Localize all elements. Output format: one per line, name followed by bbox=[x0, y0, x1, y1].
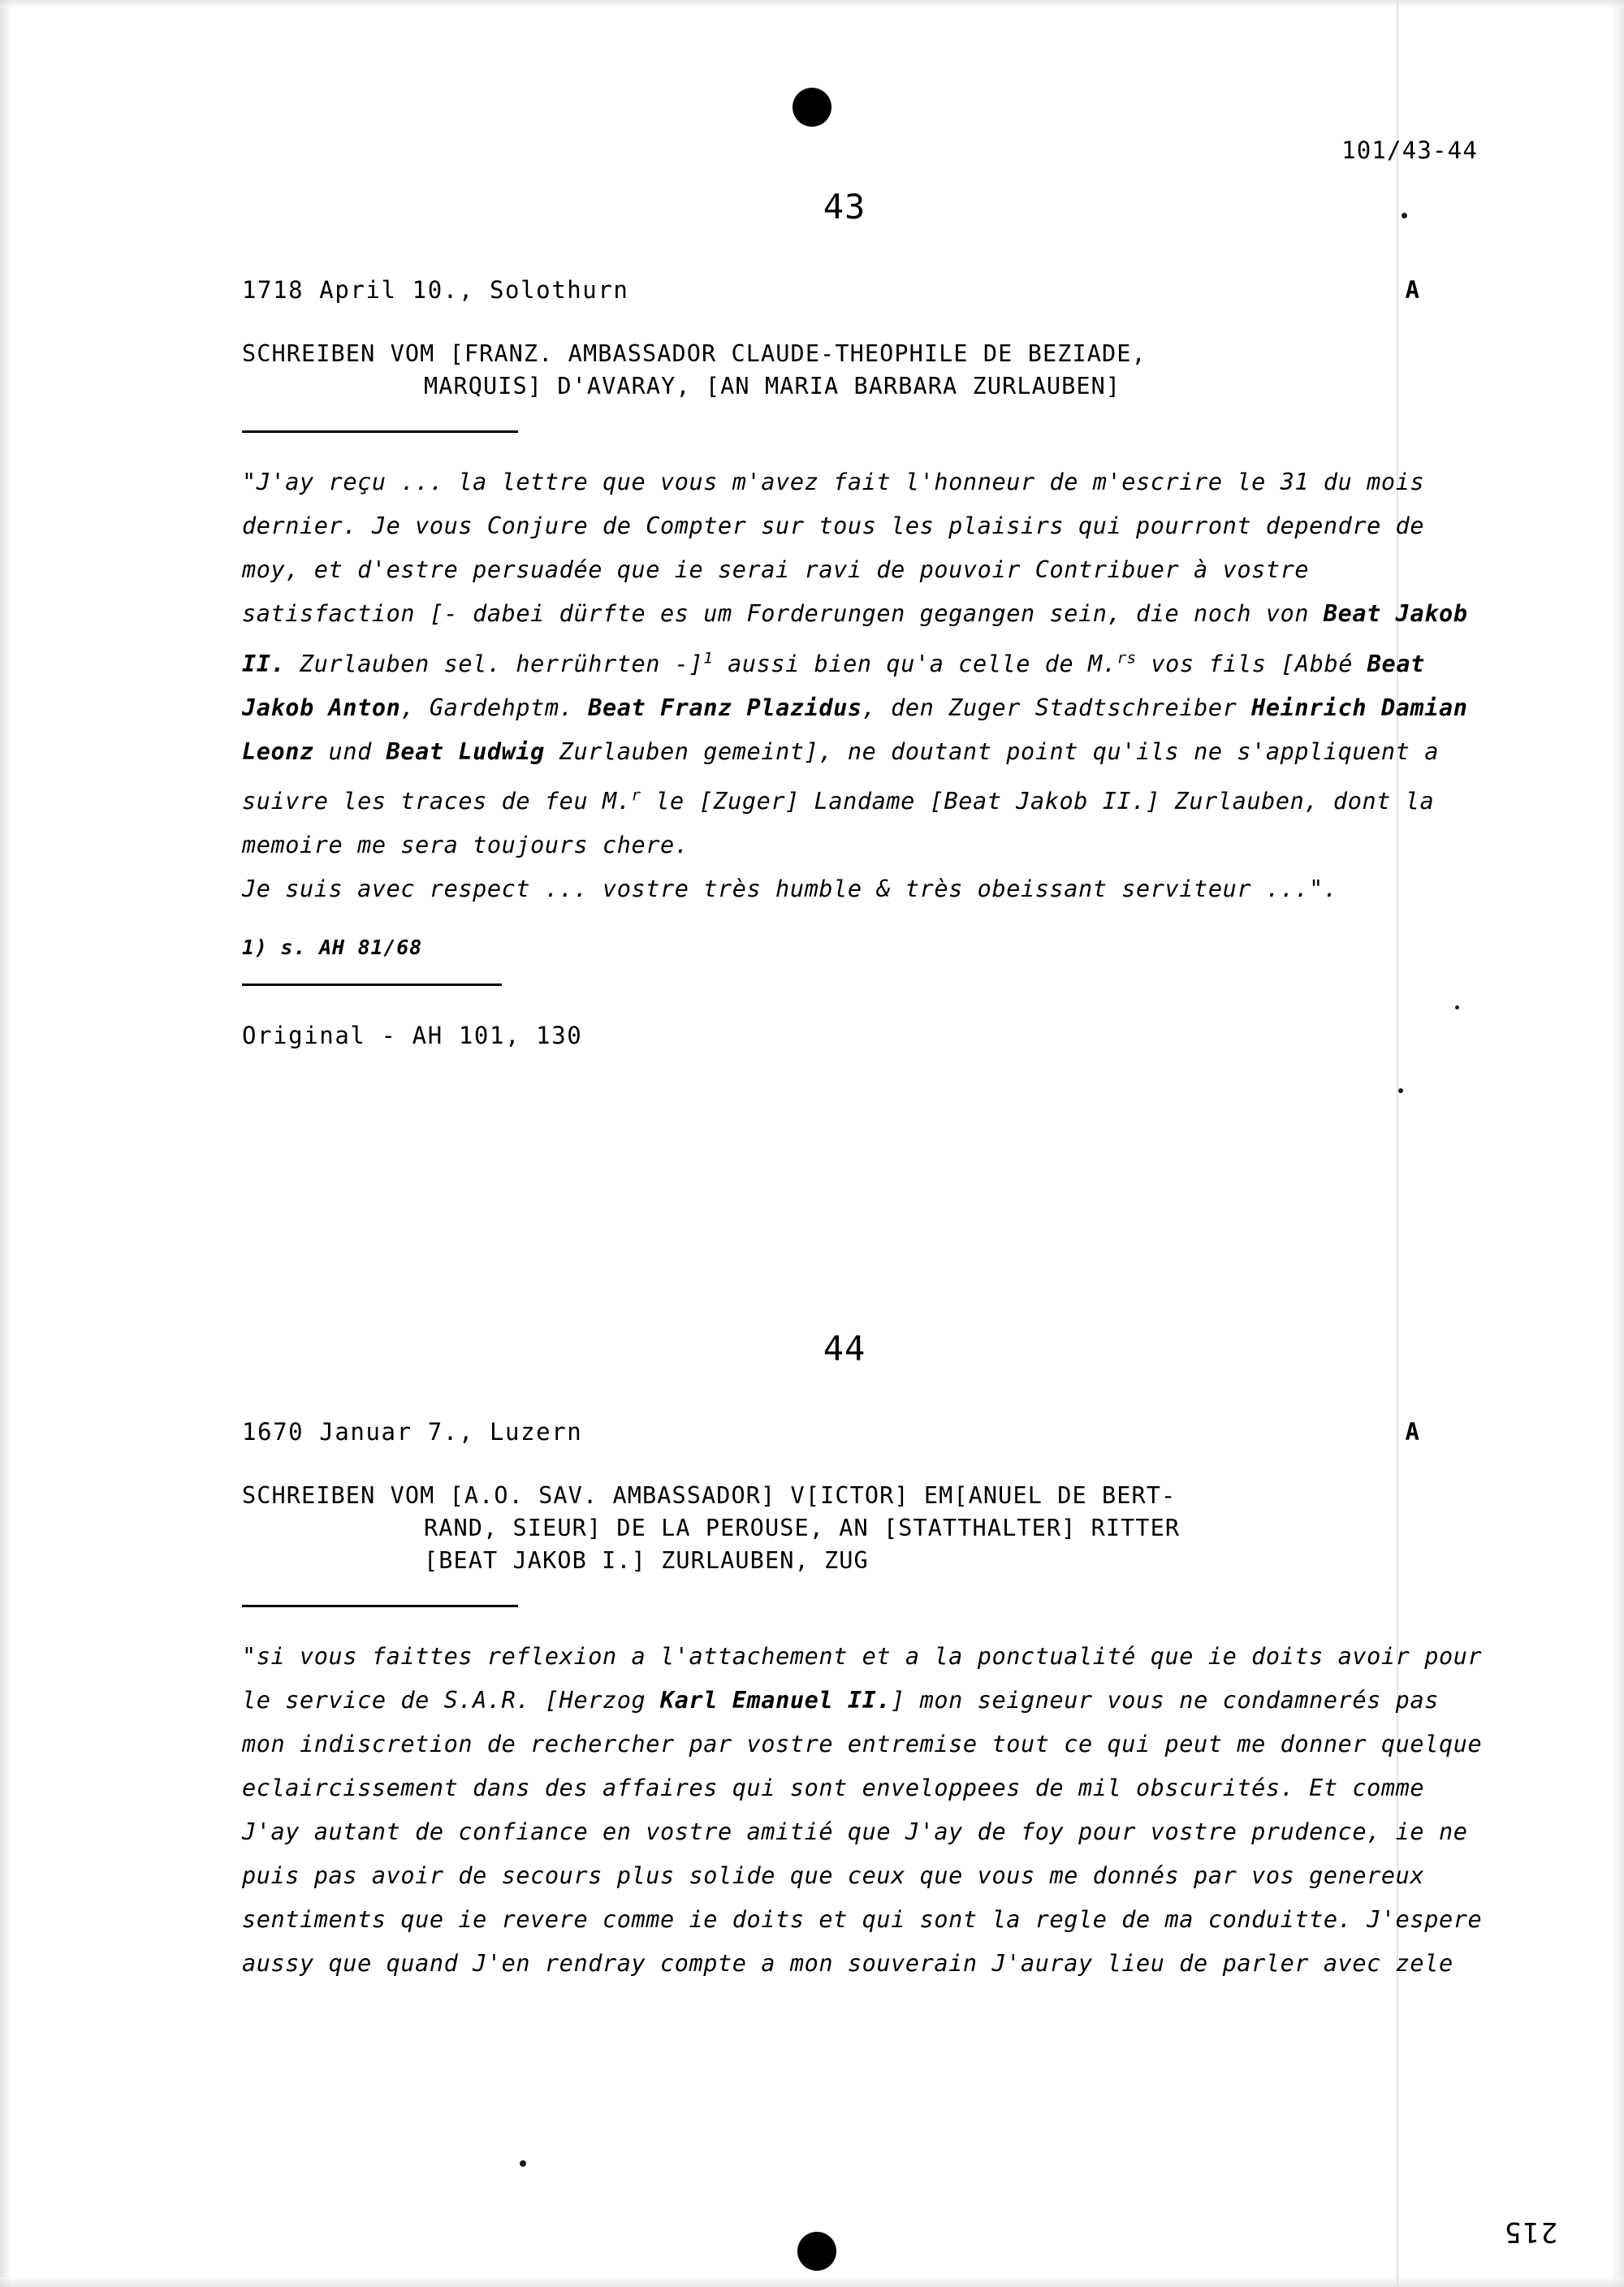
entry-44-body: "si vous faittes reflexion a l'attachement et a la ponctualité que ie doits avoir pour le service de S.A.R. [Herzog Karl Emanuel II.] mon seigneur vous ne condamnerés pas mon indiscretion de rechercher par vostre entremise tout ce qui peut me donner quelque eclaircissement dans des affaires qui sont enveloppees de mil obscurités. Et comme J'ay autant de confiance en vostre amitié que J'ay de foy pour vostre prudence, ie ne puis pas avoir de secours plus solide que ceux que vous me donnés par vos genereux sentiments que ie revere comme ie doits et qui sont la regle de ma conduitte. J'espere aussy que quand J'en rendray compte a mon souverain J'auray lieu de parler avec zele bbox=[242, 1643, 1483, 1977]
entry-44-title-line-3: [BEAT JAKOB I.] ZURLAUBEN, ZUG bbox=[424, 1547, 869, 1574]
entry-43-footnote: 1) s. AH 81/68 bbox=[242, 936, 422, 959]
entry-43-title-line-1: SCHREIBEN VOM [FRANZ. AMBASSADOR CLAUDE-THEOPHILE DE BEZIADE, bbox=[242, 340, 1147, 367]
entry-43 bbox=[242, 276, 1492, 1049]
entry-43-body: "J'ay reçu ... la lettre que vous m'avez fait l'honneur de m'escrire le 31 du mois dernier. Je vous Conjure de Compter sur tous les plaisirs qui pourront dependre de moy, et d'estre persuadée que ie serai ravi de pouvoir Contribuer à vostre satisfaction [- dabei dürfte es um Forderungen gegangen sein, die noch von Beat Jakob II. Zurlauben sel. herrührten -]$^1$ aussi bien qu'a celle de M.$^{rs}$ vos fils [Abbé Beat Jakob Anton, Gardehptm. Beat Franz Plazidus, den Zuger Stadtschreiber Heinrich Damian Leonz und Beat Ludwig Zurlauben gemeint], ne doutant point qu'ils ne s'appliquent a suivre les traces de feu M.$^r$ le [Zuger] Landame [Beat Jakob II.] Zurlauben, dont la memoire me sera toujours chere. bbox=[242, 469, 1468, 858]
entry-43-footnote-divider bbox=[242, 984, 502, 986]
entry-43-divider bbox=[242, 430, 518, 433]
entry-43-date-place: 1718 April 10., Solothurn bbox=[242, 276, 629, 304]
entry-43-header bbox=[242, 276, 1492, 320]
entry-44 bbox=[242, 1418, 1492, 1986]
entry-44-divider bbox=[242, 1605, 518, 1607]
entry-number-44: 44 bbox=[823, 1329, 866, 1368]
entry-43-body-closing: Je suis avec respect ... vostre très humble & très obeissant serviteur ...". bbox=[242, 875, 1338, 902]
entry-44-title bbox=[242, 1480, 1492, 1577]
folio-reference: 101/43-44 bbox=[1341, 136, 1478, 164]
entry-number-43: 43 bbox=[823, 187, 866, 227]
entry-44-date-place: 1670 Januar 7., Luzern bbox=[242, 1418, 583, 1446]
entry-44-title-line-1: SCHREIBEN VOM [A.O. SAV. AMBASSADOR] V[ICTOR] EM[ANUEL DE BERT- bbox=[242, 1482, 1177, 1509]
entry-44-header bbox=[242, 1418, 1492, 1462]
entry-43-title bbox=[242, 338, 1492, 403]
entry-43-mark: A bbox=[1405, 276, 1419, 304]
entry-44-mark: A bbox=[1405, 1418, 1419, 1446]
entry-43-source: Original - AH 101, 130 bbox=[242, 1022, 583, 1049]
page-stamp: 215 bbox=[1502, 2216, 1557, 2248]
entry-44-title-line-2: RAND, SIEUR] DE LA PEROUSE, AN [STATTHALTER] RITTER bbox=[424, 1515, 1181, 1541]
entry-43-title-line-2: MARQUIS] D'AVARAY, [AN MARIA BARBARA ZURLAUBEN] bbox=[424, 373, 1121, 400]
